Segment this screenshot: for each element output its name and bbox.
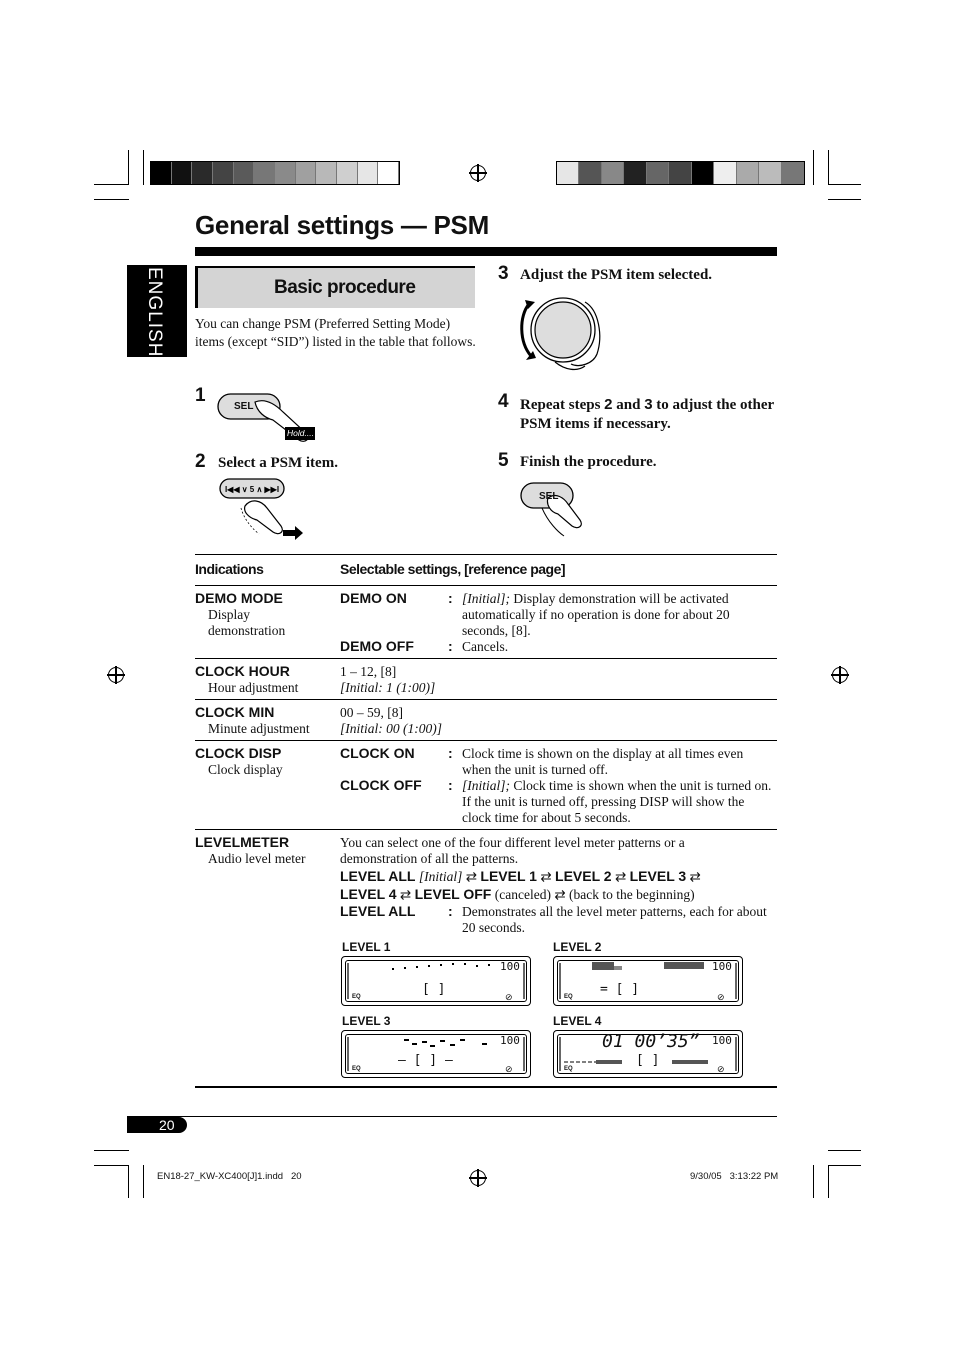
- level-sequence: LEVEL ALL [Initial] ⇄ LEVEL 1 ⇄ LEVEL 2 ⇄ LEVEL 3 ⇄ LEVEL 4 ⇄ LEVEL OFF (canceled) ⇄ (back to the beginning): [340, 868, 701, 902]
- crop-mark: [828, 1150, 861, 1151]
- step-text: Finish the procedure.: [520, 454, 657, 470]
- column-header-settings: Selectable settings, [reference page]: [340, 561, 566, 577]
- step-number: 3: [498, 263, 509, 284]
- item-desc: Minute adjustment: [208, 721, 310, 736]
- item-desc: Display demonstration: [208, 607, 286, 638]
- intro-text: You can change PSM (Preferred Setting Mode) items (except “SID”) listed in the table that follows.: [195, 316, 476, 349]
- footer-rule: [127, 1116, 777, 1117]
- option-name: CLOCK ON: [340, 745, 415, 761]
- option-name: DEMO ON: [340, 590, 407, 606]
- item-name: CLOCK HOUR: [195, 663, 290, 679]
- color-swatch-bar-right: [556, 161, 805, 185]
- item-desc: Clock display: [208, 762, 283, 777]
- sel-button-illustration: [518, 480, 588, 540]
- table-rule: [195, 699, 777, 700]
- hold-label: Hold....: [287, 428, 314, 438]
- crop-mark: [828, 199, 861, 200]
- step-number: 5: [498, 450, 509, 471]
- level-intro: You can select one of the four different level meter patterns or a demonstration of all the patterns.: [340, 835, 685, 866]
- cycle-arrows-icon: ⇄: [554, 886, 566, 902]
- lcd-display-level-2: 100 = [ ] EQ ⊘: [553, 956, 743, 1006]
- item-name: LEVELMETER: [195, 834, 290, 850]
- display-label: LEVEL 3: [342, 1014, 391, 1028]
- colon: :: [448, 745, 453, 761]
- range-text: 00 – 59, [8]: [340, 705, 403, 720]
- select-button-illustration: [215, 476, 310, 542]
- control-dial-illustration[interactable]: [515, 292, 610, 372]
- option-name: LEVEL ALL: [340, 903, 416, 919]
- crop-mark: [94, 184, 129, 185]
- item-name: CLOCK DISP: [195, 745, 282, 761]
- page-number-tab: [127, 1117, 187, 1133]
- range-text: 1 – 12, [8]: [340, 664, 397, 679]
- file-info: EN18-27_KW-XC400[J]1.indd 20: [157, 1171, 302, 1182]
- initial-text: [Initial: 00 (1:00)]: [340, 721, 442, 736]
- cycle-arrows-icon: ⇄: [540, 869, 552, 884]
- item-name: CLOCK MIN: [195, 704, 275, 720]
- table-rule: [195, 585, 777, 586]
- colon: :: [448, 777, 453, 793]
- page-title: General settings — PSM: [195, 210, 489, 240]
- crop-mark: [94, 199, 129, 200]
- svg-text:I◀◀ ∨ 5 ∧ ▶▶I: I◀◀ ∨ 5 ∧ ▶▶I: [224, 485, 280, 494]
- step-text: Repeat steps 2 and 3 to adjust the other PSM items if necessary.: [520, 396, 774, 432]
- registration-mark-icon: [832, 667, 848, 683]
- lcd-display-level-4: 01 00’35” 100 [ ] EQ ⊘: [553, 1030, 743, 1078]
- crop-mark: [128, 1165, 129, 1198]
- item-desc: Audio level meter: [208, 851, 306, 866]
- language-tab: [127, 265, 187, 357]
- display-label: LEVEL 1: [342, 940, 391, 954]
- crop-mark: [828, 150, 829, 185]
- section-heading: Basic procedure: [274, 277, 416, 298]
- colon: :: [448, 590, 453, 606]
- table-rule: [195, 740, 777, 741]
- registration-mark-icon: [470, 165, 486, 181]
- language-tab-label: ENGLISH: [144, 267, 165, 358]
- color-swatch-bar-left: [150, 161, 400, 185]
- registration-mark-icon: [470, 1170, 486, 1186]
- step-number: 4: [498, 391, 509, 412]
- crop-mark: [128, 150, 129, 185]
- crop-mark: [94, 1150, 129, 1151]
- step-number: 2: [195, 451, 206, 472]
- option-text: [Initial]; Clock time is shown when the unit is turned on. If the unit is turned off, pressing DISP will show the clock time for about 5 seconds.: [462, 778, 772, 825]
- disc-icon: ⊘: [717, 992, 725, 1002]
- disc-icon: ⊘: [505, 992, 513, 1002]
- page-number: 20: [159, 1117, 175, 1133]
- cycle-arrows-icon: ⇄: [465, 869, 478, 884]
- option-text: Demonstrates all the level meter patterns, each for about 20 seconds.: [462, 904, 767, 935]
- display-label: LEVEL 4: [553, 1014, 602, 1028]
- crop-mark: [813, 150, 814, 185]
- lcd-display-level-3: 100 – [ ] – EQ ⊘: [341, 1030, 531, 1078]
- step-number: 1: [195, 385, 206, 406]
- option-text: Clock time is shown on the display at all times even when the unit is turned off.: [462, 746, 744, 777]
- crop-mark: [813, 1165, 814, 1198]
- step-text: Adjust the PSM item selected.: [520, 267, 713, 283]
- colon: :: [448, 903, 453, 919]
- section-heading-box: [195, 266, 475, 308]
- option-name: DEMO OFF: [340, 638, 414, 654]
- lcd-display-level-1: 100 [ ] EQ ⊘: [341, 956, 531, 1006]
- crop-mark: [94, 1165, 129, 1166]
- table-rule: [195, 658, 777, 659]
- item-name: DEMO MODE: [195, 590, 283, 606]
- option-name: CLOCK OFF: [340, 777, 422, 793]
- print-date: 9/30/05 3:13:22 PM: [690, 1171, 779, 1182]
- crop-mark: [828, 1165, 861, 1166]
- option-text: Cancels.: [462, 639, 509, 654]
- crop-mark: [143, 1165, 144, 1198]
- table-rule: [195, 554, 777, 555]
- disc-icon: ⊘: [505, 1064, 513, 1074]
- cycle-arrows-icon: ⇄: [614, 869, 627, 884]
- item-desc: Hour adjustment: [208, 680, 299, 695]
- column-header-indications: Indications: [195, 561, 264, 577]
- crop-mark: [828, 1165, 829, 1198]
- disc-icon: ⊘: [717, 1064, 725, 1074]
- sel-button-label[interactable]: SEL: [539, 491, 559, 502]
- table-bottom-rule: [195, 1086, 777, 1088]
- option-text: [Initial]; Display demonstration will be activated automatically if no operation is done for about 20 seconds, [8].: [462, 591, 730, 638]
- table-rule: [195, 829, 777, 830]
- registration-mark-icon: [108, 667, 124, 683]
- sel-button-label[interactable]: SEL: [234, 401, 254, 412]
- step-text: Select a PSM item.: [218, 455, 338, 471]
- crop-mark: [143, 150, 144, 185]
- cycle-arrows-icon: ⇄: [689, 869, 701, 884]
- title-rule: [195, 247, 777, 256]
- display-label: LEVEL 2: [553, 940, 602, 954]
- crop-mark: [828, 184, 861, 185]
- initial-text: [Initial: 1 (1:00)]: [340, 680, 436, 695]
- cycle-arrows-icon: ⇄: [399, 886, 412, 902]
- colon: :: [448, 638, 453, 654]
